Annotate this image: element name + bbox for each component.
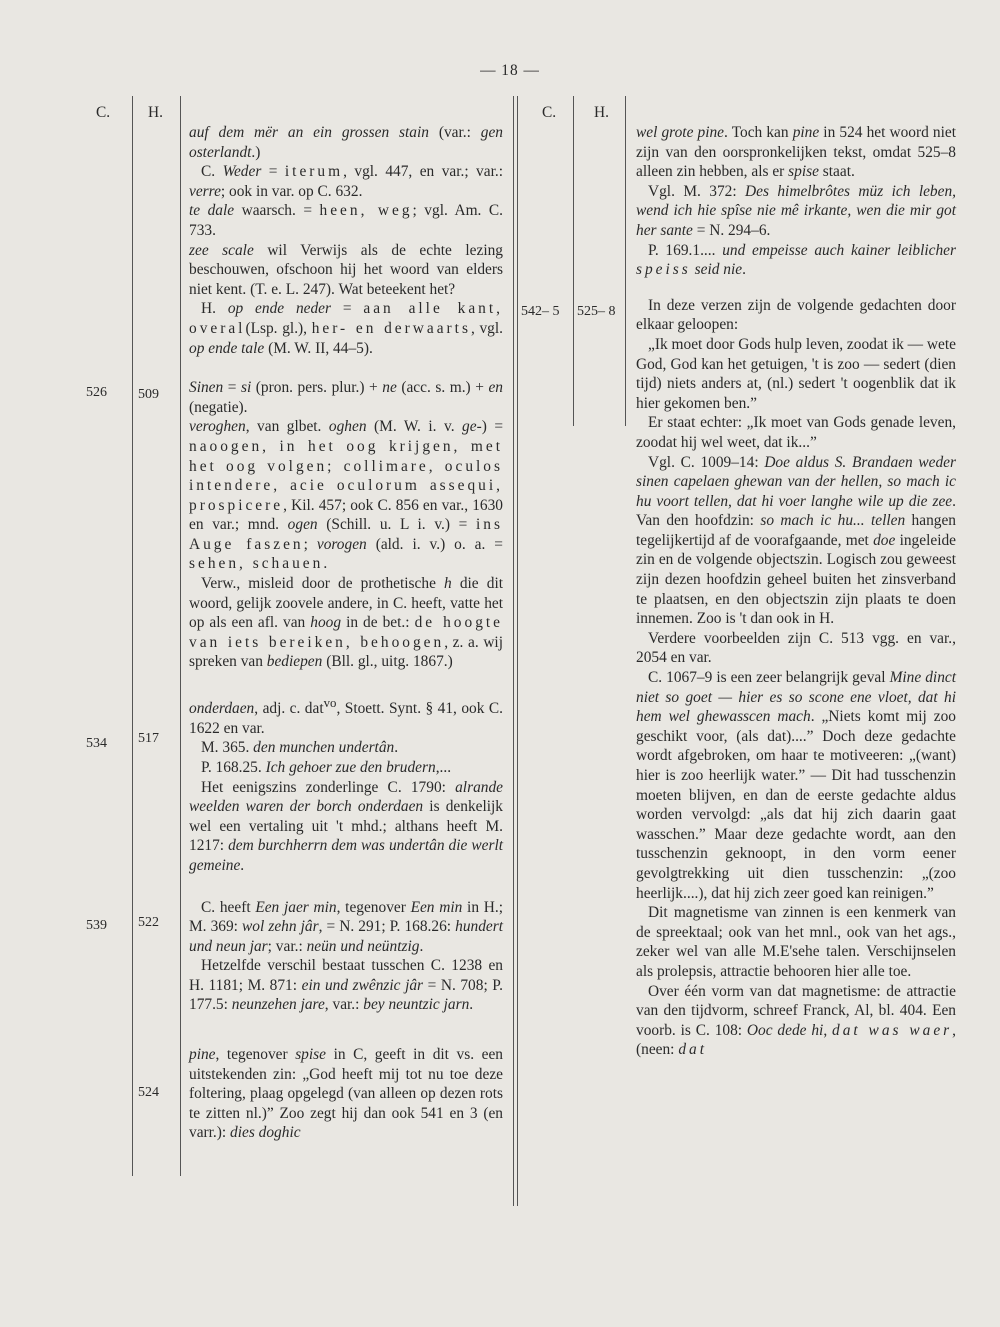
- left-col-head-c: C.: [96, 104, 111, 121]
- center-rule-1: [513, 96, 514, 1206]
- right-col-head-c: C.: [542, 104, 557, 121]
- entry-paragraph: M. 365. den munchen undertân.: [201, 739, 399, 757]
- right-line-c: 542– 5: [521, 304, 560, 319]
- entry-paragraph: Dit magnetisme van zinnen is een kenmerk van de spreektaal; ook van het mnl., ook van het ags., zeker wel van alle M.E'sehe talen. Verschijnselen als prolepsis, attractie behooren hier alle toe.: [636, 904, 956, 980]
- entry-paragraph: In deze verzen zijn de volgende gedachten door elkaar geloopen:: [636, 296, 956, 334]
- left-line-c: 539: [86, 918, 107, 933]
- entry-paragraph: Het eenigszins zonderlinge C. 1790: alrande weelden waren der borch onderdaen is denkelijk wel een vertaling uit 't mhd.; althans heeft M. 1217: dem burchherrn dem was undertân die werlt gemeine.: [189, 778, 504, 874]
- entry-block: [636, 296, 956, 1060]
- entry-block: [636, 123, 956, 280]
- left-line-h: 517: [138, 731, 159, 746]
- entry-paragraph: P. 169.1.... und empeisse auch kainer leiblicher speiss seid nie.: [636, 241, 957, 279]
- page-number: — 18 —: [480, 62, 540, 79]
- right-rule-c-h: [573, 96, 574, 426]
- entry-paragraph: wel grote pine. Toch kan pine in 524 het woord niet zijn van den oorspronkelijken tekst, omdat 525–8 alleen zin hebben, als er spise staat.: [636, 124, 956, 181]
- entry-paragraph: zee scale wil Verwijs als de echte lezing beschouwen, ofschoon hij het woord van elders niet kent. (T. e. L. 247). Wat beteekent het?: [189, 241, 504, 298]
- entry-block: [189, 1045, 503, 1143]
- entry-paragraph: Over één vorm van dat magnetisme: de attractie van den tijdvorm, schreef Franck, Al, bl. 404. Een voorb. is C. 108: Ooc dede hi, dat was waer, (neen: dat: [636, 982, 957, 1059]
- right-commentary: [636, 123, 956, 1060]
- left-line-h: 522: [138, 915, 159, 930]
- left-line-c: 526: [86, 385, 107, 400]
- left-line-h: 509: [138, 387, 159, 402]
- entry-paragraph: P. 168.25. Ich gehoer zue den brudern,...: [201, 758, 452, 776]
- entry-block: [189, 378, 503, 672]
- entry-block: [189, 898, 503, 1016]
- right-col-head-h: H.: [594, 104, 609, 121]
- entry-block: [189, 694, 503, 875]
- left-line-c: 534: [86, 736, 107, 751]
- entry-paragraph: C. Weder = iterum, vgl. 447, en var.; var.: verre; ook in var. op C. 632.: [189, 163, 503, 200]
- entry-paragraph: Vgl. C. 1009–14: Doe aldus S. Brandaen weder sinen capelaen ghewan van der hellen, so mach ic hu voort tellen, dat hi voer langhe wile up die zee. Van den hoofdzin: so mach ic hu... tellen hangen tegelijkertijd af de voorafgaande, met doe ingeleide zin en de volgende objectszin. Logisch zou geweest zijn dezen hoofdzin geheel buiten het zinsverband te plaatsen, en den objectszin zijn plaats te doen innemen. Zoo is 't dan ook in H.: [636, 453, 956, 628]
- entry-paragraph: Hetzelfde verschil bestaat tusschen C. 1238 en H. 1181; M. 871: ein und zwênzic jâr = N. 708; P. 177.5: neunzehen jare, var.: bey neuntzic jarn.: [189, 957, 503, 1014]
- entry-paragraph: H. op ende neder = aan alle kant, overal(Lsp. gl.), her- en derwaarts, vgl. op ende tale (M. W. II, 44–5).: [189, 300, 503, 357]
- left-commentary: [189, 123, 503, 1143]
- left-col-head-h: H.: [148, 104, 163, 121]
- entry-paragraph: veroghen, van glbet. oghen (M. W. i. v. ge-) = naoogen, in het oog krijgen, met het oog volgen; collimare, oculos intendere, acie oculorum assequi, prospicere, Kil. 457; ook C. 856 en var., 1630 en var.; mnd. ogen (Schill. u. L i. v.) = ins Auge faszen; vorogen (ald. i. v.) o. a. = sehen, schauen.: [189, 418, 504, 573]
- entry-paragraph: Er staat echter: „Ik moet van Gods genade leven, zoodat hij wel weet, dat ik...”: [636, 414, 956, 451]
- entry-paragraph: pine, tegenover spise in C, geeft in dit vs. een uitstekenden zin: „God heeft mij tot nu toe deze foltering, plaag opgelegd (van alleen op dezen rots te zitten nl.)” Zoo zegt hij dan ook 541 en 3 (en varr.): dies doghic: [189, 1046, 503, 1142]
- entry-paragraph: auf dem mër an ein grossen stain (var.: gen osterlandt.): [189, 124, 503, 161]
- entry-paragraph: te dale waarsch. = heen, weg; vgl. Am. C. 733.: [189, 202, 503, 239]
- entry-paragraph: Vgl. M. 372: Des himelbrôtes müz ich leben, wend ich hie spîse nie mê irkante, wen die mir got her sante = N. 294–6.: [636, 182, 957, 239]
- right-rule-h-text: [625, 96, 626, 426]
- entry-block: [189, 123, 503, 358]
- entry-paragraph: Verw., misleid door de prothetische h die dit woord, gelijk zoovele andere, in C. heeft, vatte het op als een afl. van hoog in de bet.: de hoogte van iets bereiken, behoogen, z. a. wij spreken van bediepen (Bll. gl., uitg. 1867.): [189, 575, 503, 671]
- left-rule-c-h: [132, 96, 133, 1176]
- right-line-h: 525– 8: [577, 304, 616, 319]
- center-rule-2: [517, 96, 518, 1206]
- left-rule-h-text: [180, 96, 181, 1176]
- entry-paragraph: „Ik moet door Gods hulp leven, zoodat ik — wete God, God kan het getuigen, 't is zoo — sedert (dien tijd) niets anders at, (nl.) sedert 't oogenblik dat ik hier gekomen ben.”: [636, 335, 956, 412]
- entry-paragraph: Sinen = si (pron. pers. plur.) + ne (acc. s. m.) + en (negatie).: [189, 379, 503, 416]
- entry-paragraph: Verdere voorbeelden zijn C. 513 vgg. en var., 2054 en var.: [636, 629, 956, 667]
- entry-paragraph: C. 1067–9 is een zeer belangrijk geval Mine dinct niet so goet — hier es so scone ene vloet, dat hi hem wel ghewasscen mach. „Niets komt mij zoo geschikt voor, (als dat)....” Doch deze gedachte wordt afgebroken, om haar te motiveeren: „(want) hier is zoo heerlijk water.” — Dit had tusschenzin moeten blijven, en dan de eerste gedachte aldus worden vervolgd: „als dat hij zich daarin gaat wasschen.” Maar deze gedachte wordt, aan den tusschenzin geknoopt, in den vorm eener gevolgtrekking uit dien tusschenzin: „(zoo heerlijk....), dat hij zich zeer goed kan reinigen.”: [636, 669, 957, 902]
- entry-paragraph: onderdaen, adj. c. dat$^{vo}$, Stoett. Synt. § 41, ook C. 1622 en var.: [189, 696, 504, 737]
- entry-paragraph: C. heeft Een jaer min, tegenover Een min in H.; M. 369: wol zehn jâr, = N. 291; P. 168.26: hundert und neun jar; var.: neün und neüntzig.: [189, 898, 504, 955]
- left-line-h: 524: [138, 1085, 159, 1100]
